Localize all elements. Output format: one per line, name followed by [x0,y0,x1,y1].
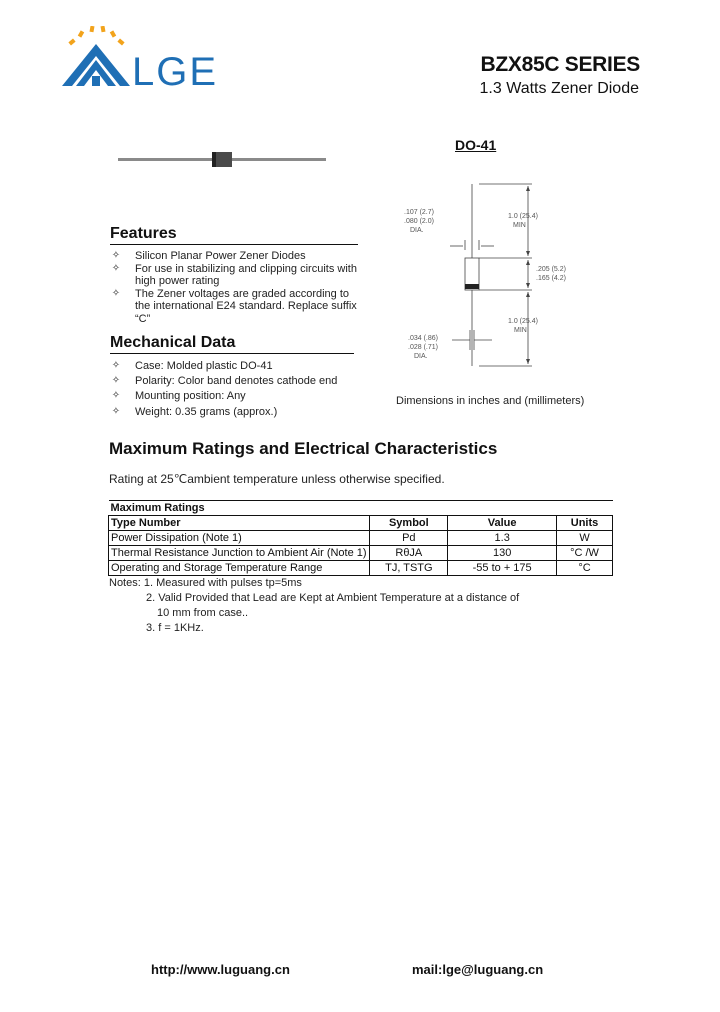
list-item: ✧ Weight: 0.35 grams (approx.) [109,406,359,419]
table-row [109,561,613,576]
features-list [109,250,359,326]
header-symbol: Symbol [370,516,448,531]
bullet-icon: ✧ [111,405,121,417]
list-item: ✧ Silicon Planar Power Zener Diodes [109,250,359,263]
list-item: ✧ Case: Molded plastic DO-41 [109,360,359,373]
mechanical-list [109,360,359,421]
bullet-icon: ✧ [111,250,121,261]
note-3: 3. f = 1KHz. [146,622,204,634]
bullet-icon: ✧ [111,360,121,371]
notes-block [109,576,519,636]
list-item: ✧ For use in stabilizing and clipping circuits with high power rating [109,263,359,288]
table-row [109,546,613,561]
mechanical-heading: Mechanical Data [110,334,354,354]
dim-top-lead-min: MIN [513,222,526,229]
value-cell: -55 to + 175 [448,561,557,576]
dim-lead-dia-label: DIA. [414,353,428,360]
features-heading: Features [110,225,358,245]
dimension-caption: Dimensions in inches and (millimeters) [396,395,585,407]
symbol-cell: Pd [370,531,448,546]
lge-logo-mark [58,26,134,96]
dim-top-lead-max: 1.0 (25.4) [508,213,538,220]
ratings-note: Rating at 25℃ambient temperature unless otherwise specified. [109,472,445,486]
param-cell: Operating and Storage Temperature Range [109,561,370,576]
table-row [109,531,613,546]
bullet-icon: ✧ [111,287,121,299]
dim-body-dia-min: .080 (2.0) [404,218,434,225]
header-units: Units [557,516,613,531]
header-value: Value [448,516,557,531]
dim-lead-dia-min: .028 (.71) [408,344,438,351]
bullet-icon: ✧ [111,390,121,402]
table-header-row [109,516,613,531]
symbol-cell: TJ, TSTG [370,561,448,576]
brand-wordmark: LGE [132,50,219,94]
param-cell: Thermal Resistance Junction to Ambient Air (Note 1) [109,546,370,561]
unit-cell: °C /W [557,546,613,561]
dim-body-len-min: .165 (4.2) [536,275,566,282]
list-item: ✧ Mounting position: Any [109,390,359,403]
note-1: Notes: 1. Measured with pulses tp=5ms [109,577,302,589]
ratings-table [108,500,613,576]
list-item: ✧ The Zener voltages are graded according to the international E24 standard. Replace suffix “C” [109,288,359,326]
value-cell: 130 [448,546,557,561]
note-2-continued: 10 mm from case.. [157,607,249,619]
footer-email: mail:lge@luguang.cn [412,962,544,977]
series-title: BZX85C SERIES [480,53,640,76]
dim-body-dia-label: DIA. [410,227,424,234]
param-cell: Power Dissipation (Note 1) [109,531,370,546]
dim-body-dia-max: .107 (2.7) [404,209,434,216]
unit-cell: °C [557,561,613,576]
bullet-icon: ✧ [111,375,121,387]
do41-dimension-drawing [400,180,610,380]
package-title: DO-41 [455,137,497,153]
series-subtitle: 1.3 Watts Zener Diode [479,80,639,97]
ratings-heading: Maximum Ratings and Electrical Characteristics [109,439,498,458]
note-2: 2. Valid Provided that Lead are Kept at Ambient Temperature at a distance of [146,592,520,604]
dim-bottom-lead-max: 1.0 (25.4) [508,318,538,325]
table-caption-row [109,501,613,516]
symbol-cell: RθJA [370,546,448,561]
bullet-icon: ✧ [111,262,121,274]
list-item: ✧ Polarity: Color band denotes cathode end [109,375,359,388]
header-type-number: Type Number [109,516,370,531]
value-cell: 1.3 [448,531,557,546]
table-caption: Maximum Ratings [109,501,613,516]
dim-bottom-lead-min: MIN [514,327,527,334]
dim-body-len-max: .205 (5.2) [536,266,566,273]
unit-cell: W [557,531,613,546]
diode-illustration [118,150,326,170]
footer-website: http://www.luguang.cn [151,962,290,977]
dim-lead-dia-max: .034 (.86) [408,335,438,342]
